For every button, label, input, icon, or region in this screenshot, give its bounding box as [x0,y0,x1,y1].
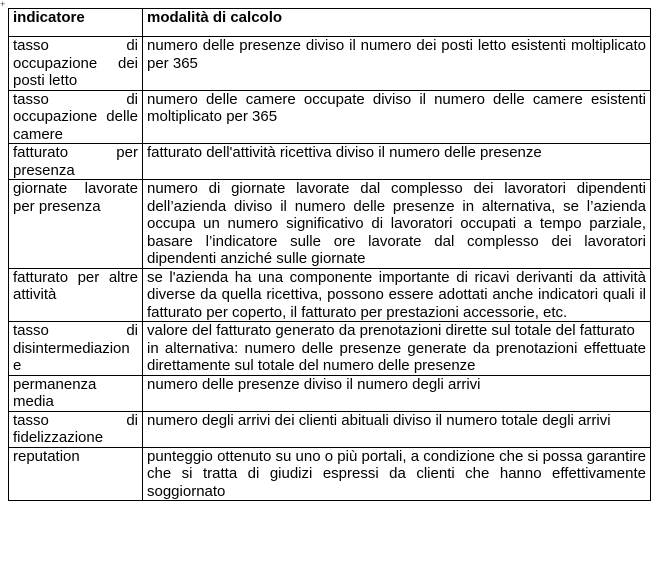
indicator-cell: tasso di fidelizzazione [9,411,143,447]
calculation-cell: numero degli arrivi dei clienti abituali diviso il numero totale degli arrivi [143,411,651,447]
calculation-cell: valore del fatturato generato da prenotazioni dirette sul totale del fatturato in alternativa: numero delle presenze generate da prenotazioni effettuate direttamente sul totale del numero delle presenze [143,322,651,376]
calculation-cell: numero delle camere occupate diviso il numero delle camere esistenti moltiplicato per 365 [143,90,651,144]
page-corner-marker: + [0,0,6,9]
header-indicatore: indicatore [9,9,143,37]
calculation-cell: se l'azienda ha una componente importante di ricavi derivanti da attività diverse da quella ricettiva, possono essere adottati anche indicatori quali il fatturato per coperto, il fatturato per prestazioni accessorie, etc. [143,268,651,322]
table-row [9,447,651,501]
indicator-cell: tasso di disintermediazione [9,322,143,376]
table-row [9,322,651,376]
table-row [9,268,651,322]
indicator-cell: tasso di occupazione dei posti letto [9,37,143,91]
table-row [9,144,651,180]
table-row [9,37,651,91]
indicator-cell: giornate lavorate per presenza [9,180,143,269]
indicator-cell: tasso di occupazione delle camere [9,90,143,144]
calculation-cell: numero delle presenze diviso il numero degli arrivi [143,375,651,411]
indicator-cell: fatturato per presenza [9,144,143,180]
header-modalita-di-calcolo: modalità di calcolo [143,9,651,37]
table-row [9,375,651,411]
indicator-cell: permanenza media [9,375,143,411]
calculation-cell: fatturato dell'attività ricettiva diviso il numero delle presenze [143,144,651,180]
table-row [9,411,651,447]
calculation-cell: punteggio ottenuto su uno o più portali, a condizione che si possa garantire che si tratta di giudizi espressi da clienti che hanno effettivamente soggiornato [143,447,651,501]
indicators-table [8,8,651,501]
indicator-cell: reputation [9,447,143,501]
table-row [9,90,651,144]
table-row [9,180,651,269]
indicator-cell: fatturato per altre attività [9,268,143,322]
table-header-row [9,9,651,37]
calculation-cell: numero di giornate lavorate dal complesso dei lavoratori dipendenti dell’azienda diviso il numero delle presenze in alternativa, se l’azienda occupa un numero significativo di lavoratori occupati a tempo parziale, basare l’indicatore sulle ore lavorate dal complesso dei lavoratori dipendenti anziché sulle giornate [143,180,651,269]
calculation-cell: numero delle presenze diviso il numero dei posti letto esistenti moltiplicato per 365 [143,37,651,91]
